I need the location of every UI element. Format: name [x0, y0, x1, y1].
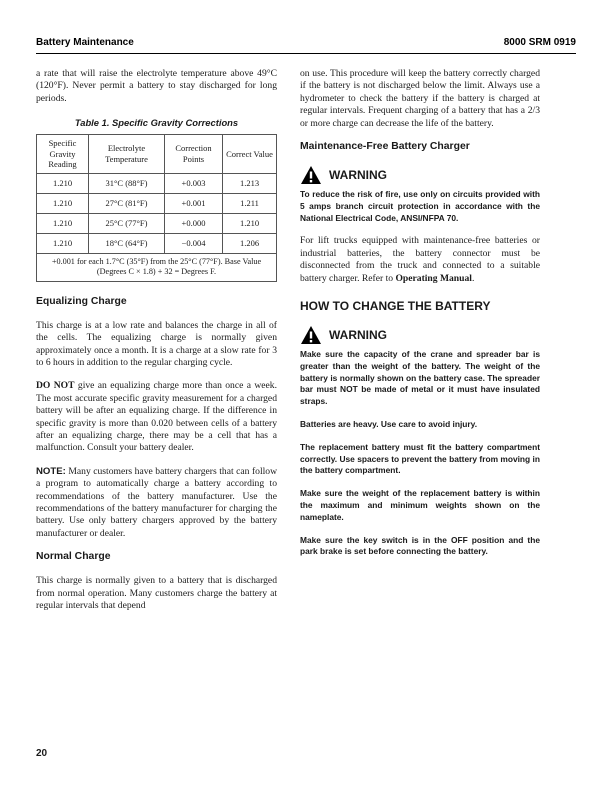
table-cell: 18°C (64°F) [89, 233, 165, 253]
normal-charge-heading: Normal Charge [36, 551, 111, 563]
crane-capacity-warning: Make sure the capacity of the crane and spreader bar is greater than the weight of the battery. The weight of the battery is normally shown on the battery case. The spreader bar must NOT be made of metal or it must have insulated straps. [300, 349, 540, 407]
warning-triangle-icon [300, 165, 322, 185]
normal-charge-paragraph: This charge is normally given to a battery that is discharged from normal operation. Many customers charge the battery at regular intervals that depend [36, 575, 277, 612]
table-cell: 1.210 [37, 233, 89, 253]
table-cell: 1.211 [223, 193, 277, 213]
table-header-row [37, 135, 277, 174]
heavy-battery-warning: Batteries are heavy. Use care to avoid injury. [300, 419, 478, 430]
table-cell: 25°C (77°F) [89, 213, 165, 233]
table-cell: 1.210 [37, 173, 89, 193]
replacement-fit-warning: The replacement battery must fit the battery compartment correctly. Use spacers to prevent the battery from moving in the battery compartment. [300, 441, 540, 476]
header-rule [36, 53, 576, 54]
warning-header [300, 325, 540, 345]
table-note-row [37, 253, 277, 281]
fire-risk-warning: To reduce the risk of fire, use only on circuits provided with 5 amps branch circuit protection in accordance with the National Electrical Code, ANSI/NFPA 70. [300, 189, 540, 223]
specific-gravity-table [36, 134, 277, 282]
table-cell: 31°C (88°F) [89, 173, 165, 193]
table-cell: 27°C (81°F) [89, 193, 165, 213]
table-note: +0.001 for each 1.7°C (35°F) from the 25°C (77°F). Base Value (Degrees C × 1.8) + 32 = Degrees F. [37, 253, 277, 281]
warning-label: WARNING [329, 328, 387, 343]
table-row [37, 213, 277, 233]
page-number: 20 [36, 748, 48, 759]
equalizing-paragraph-2 [36, 380, 277, 454]
table-cell: 1.210 [37, 193, 89, 213]
table-caption: Table 1. Specific Gravity Corrections [74, 117, 239, 129]
equalizing-charge-heading: Equalizing Charge [36, 295, 127, 307]
intro-paragraph: a rate that will raise the electrolyte temperature above 49°C (120°F). Never permit a battery to stay discharged for long periods. [36, 68, 277, 104]
mf-text-before: For lift trucks equipped with maintenance-free batteries or industrial batteries, the battery connector must be disconnected from the truck and connected to a suitable battery charger. Refer to [300, 235, 540, 284]
warning-label: WARNING [329, 168, 387, 183]
do-not-emphasis: DO NOT [36, 380, 75, 392]
table-row [37, 173, 277, 193]
table-row [37, 193, 277, 213]
table-header-cell: Correction Points [165, 135, 223, 174]
warning-triangle-icon [300, 325, 322, 345]
running-header-doc-id: 8000 SRM 0919 [503, 37, 576, 48]
how-to-change-battery-heading: HOW TO CHANGE THE BATTERY [300, 299, 491, 314]
operating-manual-reference: Operating Manual [395, 272, 472, 284]
equalizing-paragraph-2-text: give an equalizing charge more than once a week. The most accurate specific gravity measurement for a charged battery will be after an equalizing charge. If the difference in specific gravity is more than 0.020 between cells of a battery after an equalizing charge, there may be a cell that has a malfunction. Consult your battery dealer. [36, 380, 277, 454]
table-header-cell: Electrolyte Temperature [89, 135, 165, 174]
right-column [300, 68, 540, 569]
table-row [37, 233, 277, 253]
maintenance-free-paragraph [300, 235, 540, 285]
left-column [36, 68, 277, 623]
table-header-cell: Correct Value [223, 135, 277, 174]
equalizing-paragraph-1: This charge is at a low rate and balances the charge in all of the cells. The equalizing charge is normally given approximately once a month. It is a charge at a slow rate for 3 to 6 hours in addition to the regular charging cycle. [36, 319, 277, 368]
table-cell: +0.001 [165, 193, 223, 213]
table-cell: +0.003 [165, 173, 223, 193]
maintenance-free-charger-heading: Maintenance-Free Battery Charger [300, 141, 470, 153]
table-cell: 1.210 [37, 213, 89, 233]
warning-header [300, 165, 540, 185]
mf-text-after: . [471, 272, 475, 284]
table-header-cell: Specific Gravity Reading [37, 135, 89, 174]
note-text: Many customers have battery chargers that can follow a program to automatically charge a battery according to recommendations of the battery manufacturer. Use the recommendations of the battery manufacturer for charging the battery. Use only battery chargers approved by the battery manufacturer or dealer. [36, 465, 277, 539]
table-cell: 1.213 [223, 173, 277, 193]
continuation-paragraph: on use. This procedure will keep the battery correctly charged if the battery is not discharged below the limit. Always use a hydrometer to check the battery if the battery is charged at regular intervals. Frequent charging of a battery that has a 2/3 or more charge can decrease the life of the battery. [300, 68, 540, 129]
equalizing-note [36, 466, 277, 540]
replacement-weight-warning: Make sure the weight of the replacement battery is within the maximum and minimum weights shown on the nameplate. [300, 488, 540, 522]
table-cell: 1.206 [223, 233, 277, 253]
table-cell: 1.210 [223, 213, 277, 233]
note-label: NOTE: [36, 465, 66, 477]
table-cell: −0.004 [165, 233, 223, 253]
key-switch-warning: Make sure the key switch is in the OFF position and the park brake is set before connecting the battery. [300, 534, 540, 557]
table-cell: +0.000 [165, 213, 223, 233]
running-header-title: Battery Maintenance [36, 37, 134, 48]
